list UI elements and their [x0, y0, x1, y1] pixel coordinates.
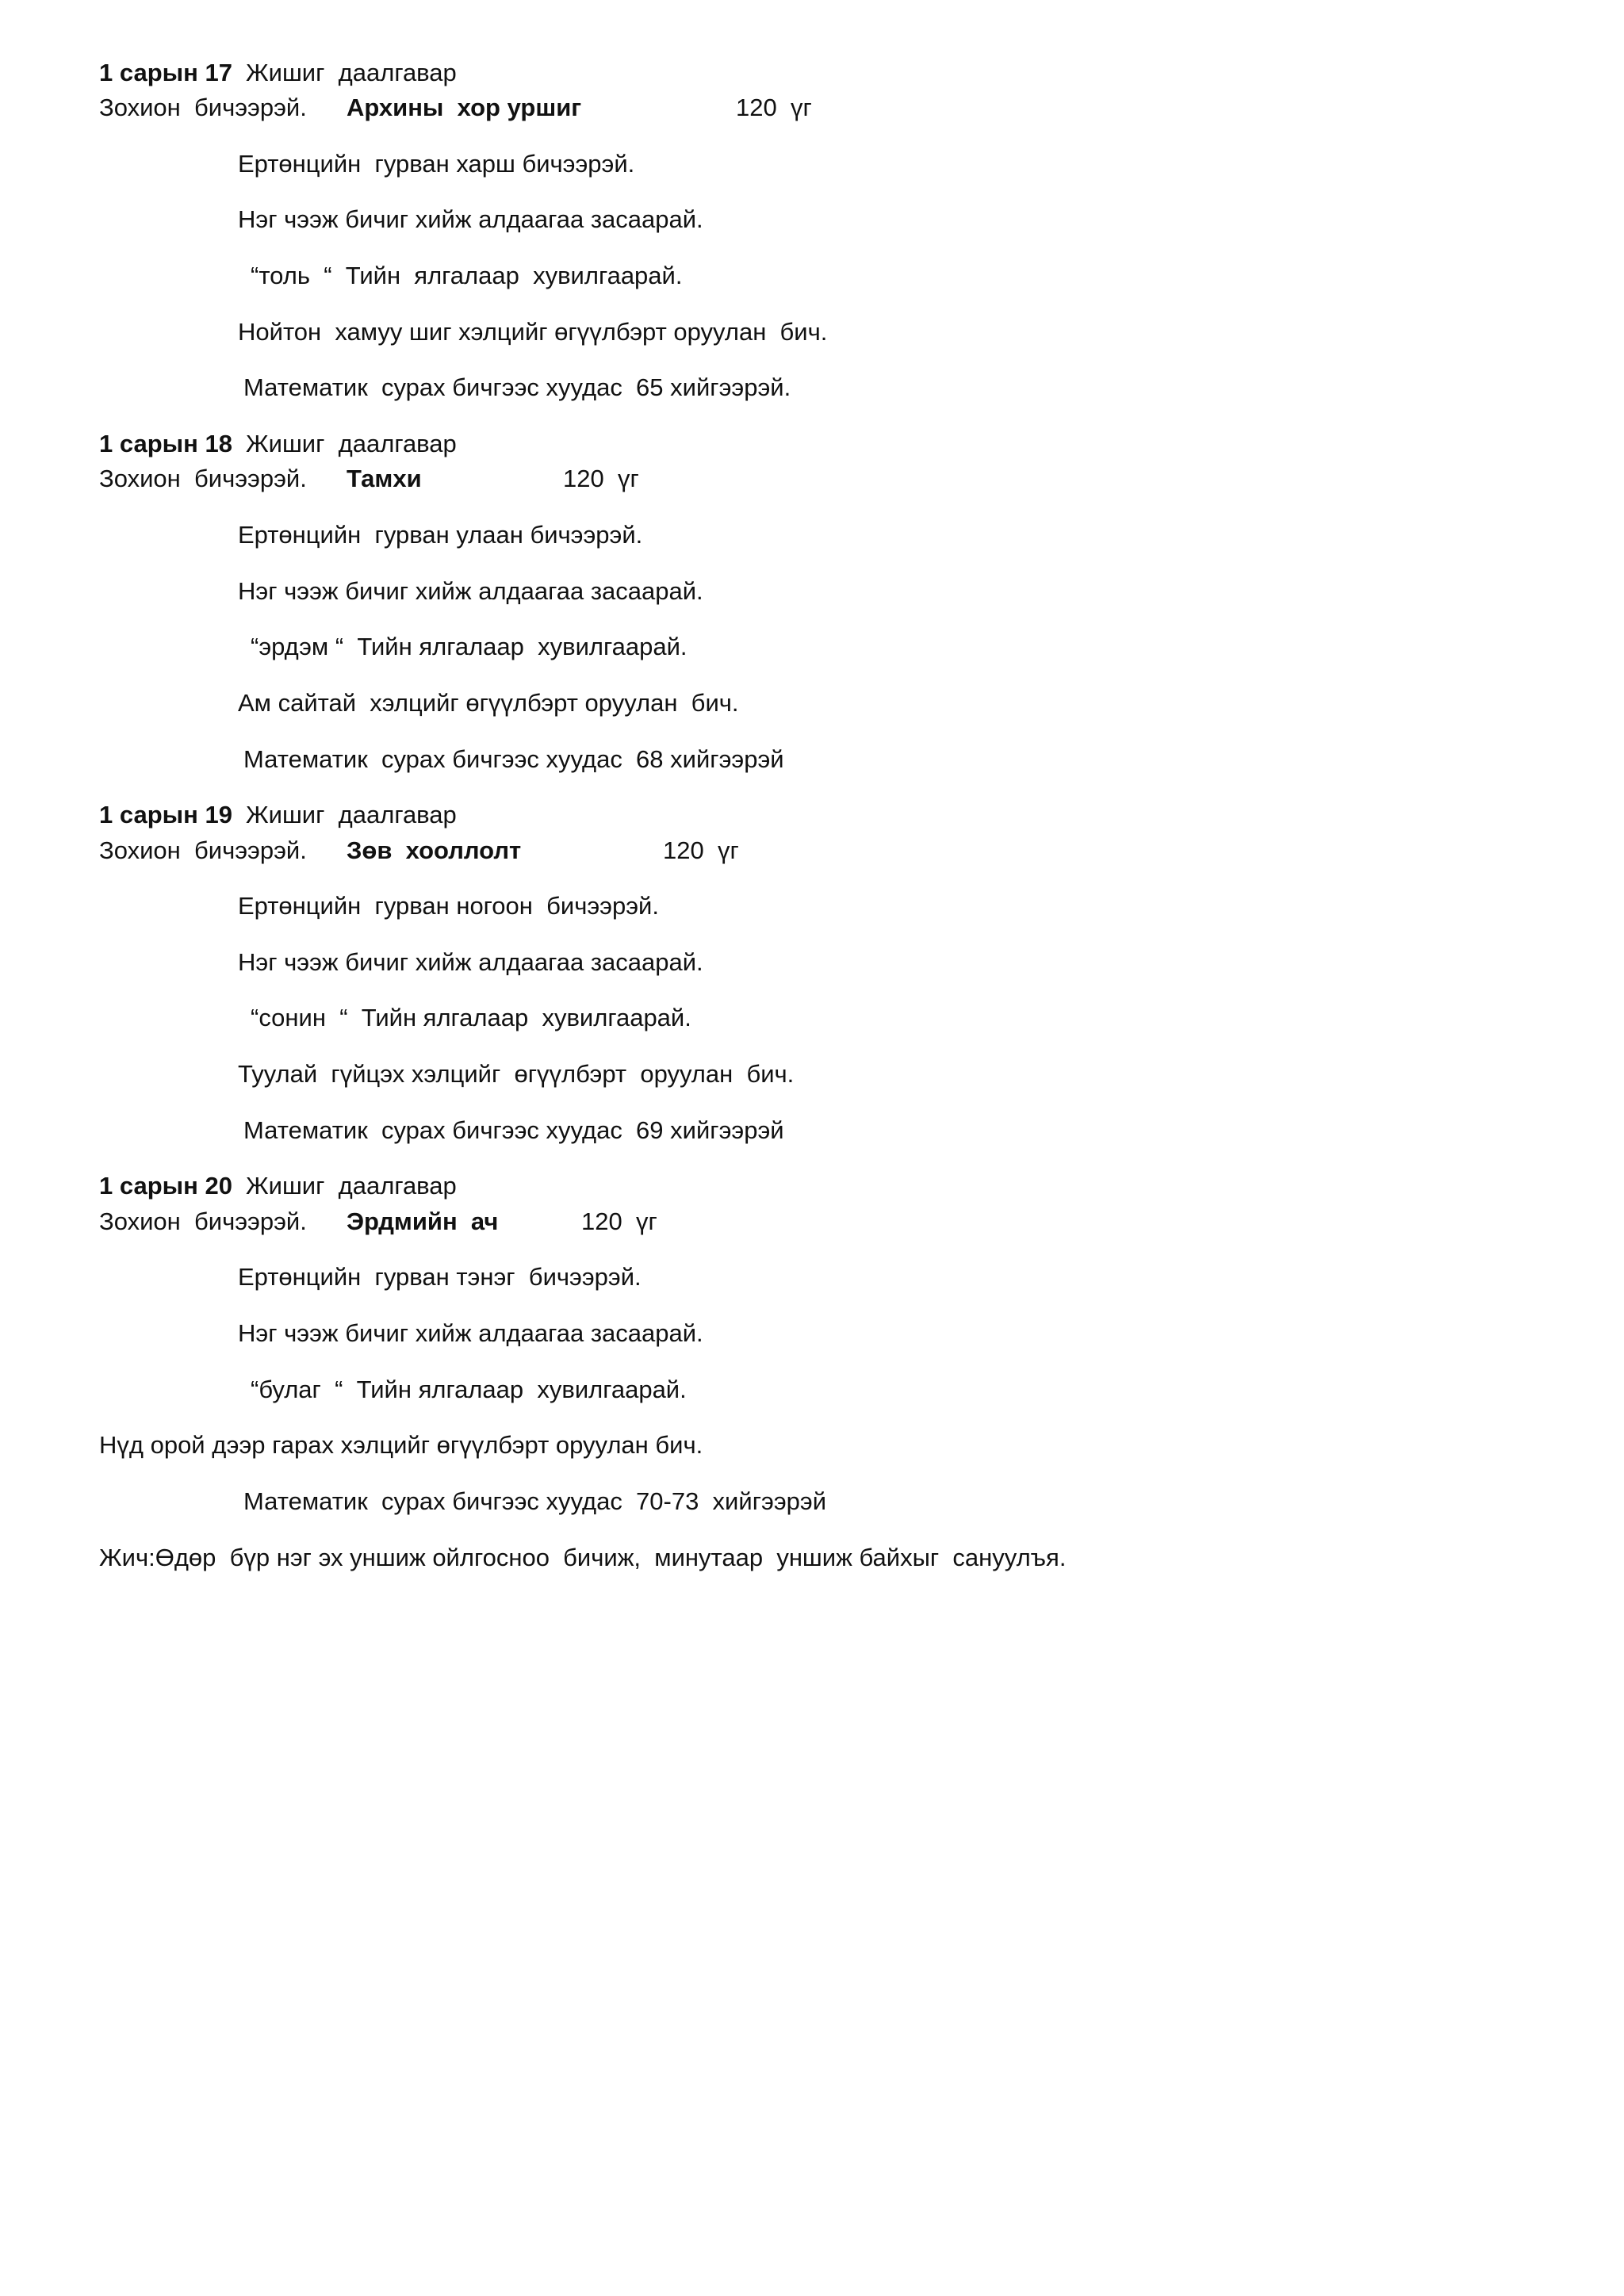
day-date: 1 сарын 18: [99, 430, 232, 457]
task-label: Жишиг даалгавар: [246, 430, 457, 457]
task-label: Жишиг даалгавар: [246, 59, 457, 86]
essay-title: Эрдмийн ач: [347, 1207, 499, 1235]
essay-prefix: Зохион бичээрэй.: [99, 465, 307, 492]
essay-prefix: Зохион бичээрэй.: [99, 1207, 307, 1235]
word-count: 120 үг: [563, 465, 639, 492]
essay-line: [0, 92, 812, 251]
essay-title: Зөв хооллолт: [347, 836, 522, 864]
word-count: 120 үг: [581, 1207, 657, 1235]
task-label: Жишиг даалгавар: [246, 1172, 457, 1200]
essay-line: [0, 835, 739, 993]
essay-line: [0, 1206, 657, 1364]
day-date: 1 сарын 20: [99, 1172, 232, 1200]
day-date: 1 сарын 19: [99, 801, 232, 828]
essay-title: Тамхи: [347, 465, 422, 492]
document-page: 1 сарын 17 Жишиг даалгавар Зохион бичээрэй. Архины хор уршиг 120 үг Ертөнцийн гурван харш бичээрэй. Нэг чээж бичиг хийж алдаагаа засаарай. “толь “ Тийн ялгалаар хувилгаарай. Нойтон хамуу шиг хэлцийг өгүүлбэрт оруулан бич. Математик сурах бичгээс хуудас 65 хийгээрэй. 1 сарын 18 Жишиг даалгавар Зохион бичээрэй. Тамхи 120 үг Ертөнцийн гурван улаан бичээрэй. Нэг чээж бичиг хийж алдаагаа засаарай. “эрдэм “ Тийн ялгалаар хувилгаарай. Ам сайтай хэлцийг өгүүлбэрт оруулан бич. Математик сурах бичгээс хуудас 68 хийгээрэй 1 сарын 19 Жишиг даалгавар Зохион бичээрэй. Зөв хооллолт 120 үг Ертөнцийн гурван ногоон бичээрэй. Нэг чээж бичиг хийж алдаагаа засаарай. “сонин “ Тийн ялгалаар хувилгаарай. Туулай гүйцэх хэлцийг өгүүлбэрт оруулан бич. Математик сурах бичгээс хуудас 69 хийгээрэй 1 сарын 20 Жишиг даалгавар Зохион бичээрэй. Эрдмийн ач 120 үг Ертөнцийн гурван тэнэг бичээрэй. Нэг чээж бичиг хийж алдаагаа засаарай. “булаг “ Тийн ялгалаар хувилгаарай. Нүд орой дээр гарах хэлцийг өгүүлбэрт оруулан бич. Математик сурах бичгээс хуудас 70-73 хийгээрэй Жич:Өдөр бүр нэг эх уншиж ойлгосноо бичиж, минутаар уншиж байхыг сануулъя.: [0, 0, 1624, 2296]
note-line: [0, 1542, 1067, 1637]
word-count: 120 үг: [663, 836, 739, 864]
essay-line: [0, 463, 639, 622]
essay-title: Архины хор уршиг: [347, 94, 582, 121]
word-count: 120 үг: [736, 94, 812, 121]
essay-prefix: Зохион бичээрэй.: [99, 94, 307, 121]
task-label: Жишиг даалгавар: [246, 801, 457, 828]
note-text: Жич:Өдөр бүр нэг эх уншиж ойлгосноо бичиж, минутаар уншиж байхыг сануулъя.: [99, 1544, 1067, 1571]
day-date: 1 сарын 17: [99, 59, 232, 86]
essay-prefix: Зохион бичээрэй.: [99, 836, 307, 864]
